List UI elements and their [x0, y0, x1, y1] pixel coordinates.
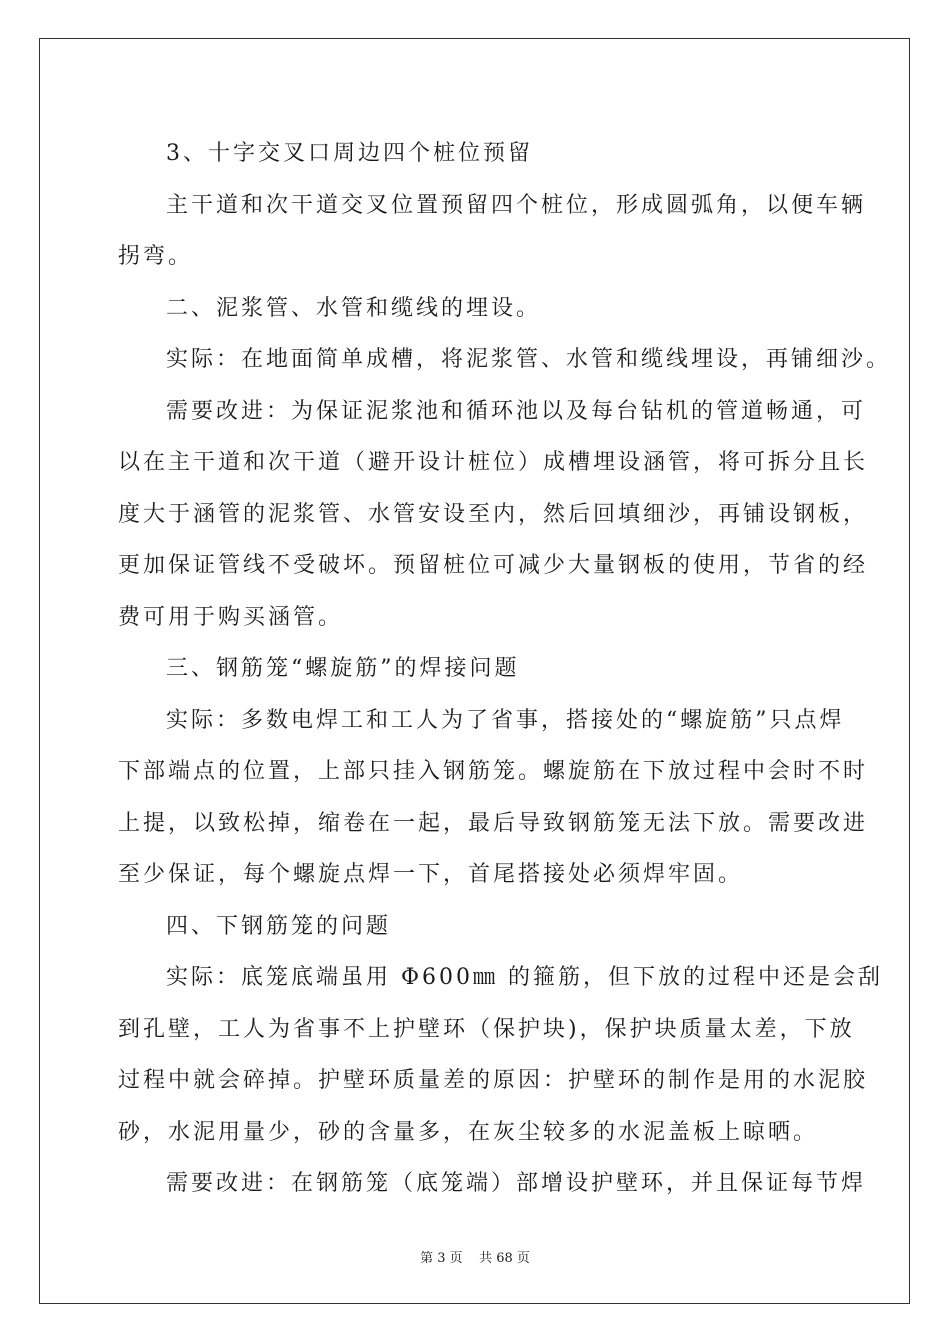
text-line: 实际：多数电焊工和工人为了省事，搭接处的“螺旋筋”只点焊 — [166, 707, 845, 733]
text-line: 下部端点的位置，上部只挂入钢筋笼。螺旋筋在下放过程中会时不时 — [118, 759, 869, 784]
text-line: 主干道和次干道交叉位置预留四个桩位，形成圆弧角，以便车辆 — [166, 192, 867, 218]
text-line: 到孔壁，工人为省事不上护壁环（保护块)，保护块质量太差，下放 — [118, 1016, 855, 1042]
text-line: 更加保证管线不受破坏。预留桩位可减少大量钢板的使用，节省的经 — [118, 553, 869, 578]
text-line: 3、十字交叉口周边四个桩位预留 — [166, 141, 533, 166]
page-number: 第 3 页 共 68 页 — [420, 1251, 530, 1266]
text-line: 需要改进：在钢筋笼（底笼端）部增设护壁环，并且保证每节焊 — [166, 1171, 867, 1196]
document-body — [118, 128, 892, 1210]
text-line: 实际：在地面简单成槽，将泥浆管、水管和缆线埋设，再铺细沙。 — [166, 347, 892, 372]
text-line: 上提，以致松掉，缩卷在一起，最后导致钢筋笼无法下放。需要改进 — [118, 810, 869, 836]
page-footer — [0, 1247, 950, 1266]
text-line: 二、泥浆管、水管和缆线的埋设。 — [166, 295, 542, 321]
text-line: 度大于涵管的泥浆管、水管安设至内，然后回填细沙，再铺设钢板， — [118, 501, 869, 527]
text-line: 费可用于购买涵管。 — [118, 604, 344, 630]
text-line: 实际：底笼底端虽用 Φ600㎜ 的箍筋，但下放的过程中还是会刮 — [166, 965, 884, 990]
text-line: 砂，水泥用量少，砂的含量多，在灰尘较多的水泥盖板上晾晒。 — [118, 1119, 819, 1145]
text-line: 四、下钢筋笼的问题 — [166, 913, 392, 939]
text-line: 至少保证，每个螺旋点焊一下，首尾搭接处必须焊牢固。 — [118, 862, 744, 887]
text-line: 拐弯。 — [118, 244, 194, 269]
text-line: 以在主干道和次干道（避开设计桩位）成槽埋设涵管，将可拆分且长 — [118, 450, 869, 475]
text-line: 过程中就会碎掉。护壁环质量差的原因：护壁环的制作是用的水泥胶 — [118, 1068, 869, 1093]
text-line: 三、钢筋笼“螺旋筋”的焊接问题 — [166, 656, 520, 681]
text-line: 需要改进：为保证泥浆池和循环池以及每台钻机的管道畅通，可 — [166, 398, 867, 424]
